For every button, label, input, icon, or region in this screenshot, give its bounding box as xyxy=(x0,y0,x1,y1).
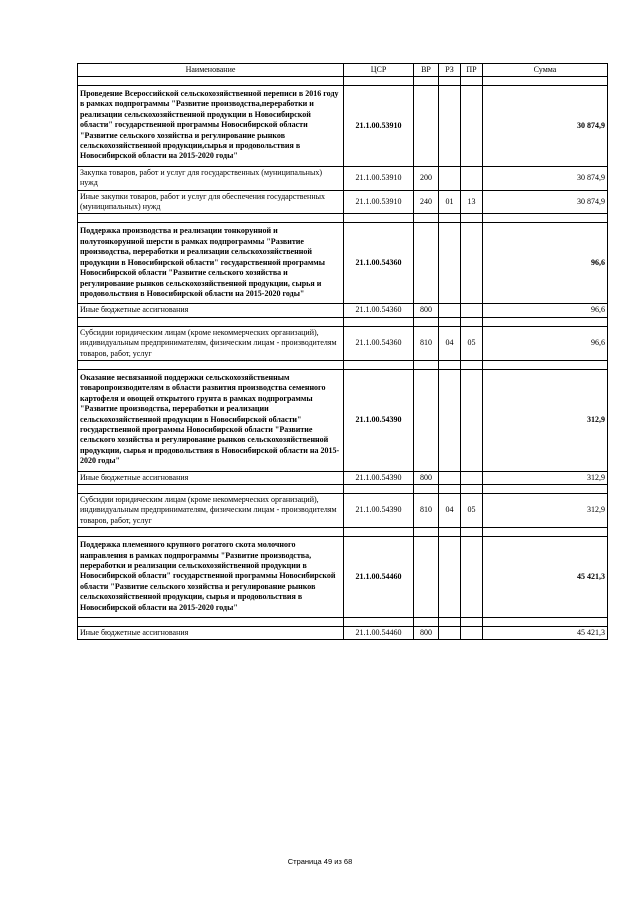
row-name: Субсидии юридическим лицам (кроме некоммерческих организаций), индивидуальным предпринимателям, физическим лицам - производителям товаров, работ, услуг xyxy=(78,326,344,360)
row-name: Иные бюджетные ассигнования xyxy=(78,304,344,317)
table-gap-row xyxy=(78,485,608,494)
table-gap-row xyxy=(78,360,608,369)
row-vr xyxy=(414,223,439,304)
row-name: Иные закупки товаров, работ и услуг для обеспечения государственных (муниципальных) нужд xyxy=(78,190,344,214)
table-row xyxy=(78,627,608,640)
row-vr: 800 xyxy=(414,304,439,317)
header-vr: ВР xyxy=(414,64,439,77)
row-rz xyxy=(439,86,461,167)
row-vr: 810 xyxy=(414,326,439,360)
row-csr: 21.1.00.54460 xyxy=(344,627,414,640)
row-pr: 05 xyxy=(461,326,483,360)
row-rz xyxy=(439,627,461,640)
table-row xyxy=(78,166,608,190)
table-gap-row xyxy=(78,214,608,223)
header-csr: ЦСР xyxy=(344,64,414,77)
row-pr xyxy=(461,627,483,640)
row-name: Поддержка племенного крупного рогатого скота молочного направления в рамках подпрограммы "Развитие производства, переработки и реализации сельскохозяйственной продукции в Новосибирской области" государственной программы Новосибирской области "Развитие сельского хозяйства и регулирование рынков сельскохозяйственной продукции, сырья и продовольствия в Новосибирской области на 2015-2020 годы" xyxy=(78,537,344,618)
row-sum: 312,9 xyxy=(483,369,608,471)
row-sum: 30 874,9 xyxy=(483,86,608,167)
row-csr: 21.1.00.53910 xyxy=(344,166,414,190)
table-gap-row xyxy=(78,77,608,86)
row-csr: 21.1.00.54390 xyxy=(344,369,414,471)
row-sum: 30 874,9 xyxy=(483,190,608,214)
row-rz: 04 xyxy=(439,494,461,528)
row-sum: 312,9 xyxy=(483,471,608,484)
table-row xyxy=(78,86,608,167)
row-csr: 21.1.00.54460 xyxy=(344,537,414,618)
row-name: Закупка товаров, работ и услуг для государственных (муниципальных) нужд xyxy=(78,166,344,190)
row-name: Иные бюджетные ассигнования xyxy=(78,627,344,640)
row-sum: 96,6 xyxy=(483,223,608,304)
row-rz xyxy=(439,166,461,190)
row-pr xyxy=(461,471,483,484)
row-pr: 13 xyxy=(461,190,483,214)
budget-table xyxy=(77,63,608,640)
row-sum: 45 421,3 xyxy=(483,537,608,618)
header-rz: РЗ xyxy=(439,64,461,77)
row-name: Поддержка производства и реализации тонкорунной и полутонкорунной шерсти в рамках подпрограммы "Развитие производства, переработки и реализации сельскохозяйственной продукции в Новосибирской области" государственной программы Новосибирской области "Развитие сельского хозяйства и регулирование рынков сельскохозяйственной продукции, сырья и продовольствия в Новосибирской области на 2015-2020 годы" xyxy=(78,223,344,304)
row-rz xyxy=(439,471,461,484)
row-vr xyxy=(414,369,439,471)
row-pr xyxy=(461,166,483,190)
row-vr: 800 xyxy=(414,627,439,640)
row-csr: 21.1.00.53910 xyxy=(344,190,414,214)
table-row xyxy=(78,326,608,360)
header-sum: Сумма xyxy=(483,64,608,77)
row-pr xyxy=(461,304,483,317)
row-sum: 45 421,3 xyxy=(483,627,608,640)
table-header-row xyxy=(78,64,608,77)
row-rz xyxy=(439,537,461,618)
row-csr: 21.1.00.54390 xyxy=(344,494,414,528)
table-row xyxy=(78,223,608,304)
table-row xyxy=(78,494,608,528)
row-sum: 30 874,9 xyxy=(483,166,608,190)
row-vr xyxy=(414,86,439,167)
row-vr: 800 xyxy=(414,471,439,484)
row-sum: 312,9 xyxy=(483,494,608,528)
row-csr: 21.1.00.53910 xyxy=(344,86,414,167)
page-number-footer: Страница 49 из 68 xyxy=(287,857,353,866)
table-row xyxy=(78,537,608,618)
row-rz xyxy=(439,223,461,304)
row-csr: 21.1.00.54360 xyxy=(344,223,414,304)
row-vr: 240 xyxy=(414,190,439,214)
row-pr xyxy=(461,86,483,167)
table-row xyxy=(78,369,608,471)
table-row xyxy=(78,190,608,214)
row-name: Субсидии юридическим лицам (кроме некоммерческих организаций), индивидуальным предпринимателям, физическим лицам - производителям товаров, работ, услуг xyxy=(78,494,344,528)
row-pr xyxy=(461,369,483,471)
row-name: Оказание несвязанной поддержки сельскохозяйственным товаропроизводителям в области развития производства семенного картофеля и овощей открытого грунта в рамках подпрограммы "Развитие производства, переработки и реализации сельскохозяйственной продукции в Новосибирской области" государственной программы Новосибирской области "Развитие сельского хозяйства и регулирование рынков сельскохозяйственной продукции, сырья и продовольствия в Новосибирской области на 2015-2020 годы" xyxy=(78,369,344,471)
row-rz: 04 xyxy=(439,326,461,360)
header-name: Наименование xyxy=(78,64,344,77)
row-csr: 21.1.00.54390 xyxy=(344,471,414,484)
row-rz: 01 xyxy=(439,190,461,214)
row-vr: 810 xyxy=(414,494,439,528)
row-sum: 96,6 xyxy=(483,326,608,360)
row-csr: 21.1.00.54360 xyxy=(344,326,414,360)
table-gap-row xyxy=(78,528,608,537)
row-rz xyxy=(439,369,461,471)
row-vr: 200 xyxy=(414,166,439,190)
row-rz xyxy=(439,304,461,317)
row-pr: 05 xyxy=(461,494,483,528)
row-pr xyxy=(461,223,483,304)
row-pr xyxy=(461,537,483,618)
table-gap-row xyxy=(78,618,608,627)
row-sum: 96,6 xyxy=(483,304,608,317)
row-name: Проведение Всероссийской сельскохозяйственной переписи в 2016 году в рамках подпрограммы "Развитие производства,переработки и реализации сельскохозяйственной продукции в Новосибирской области" государственной программы Новосибирской области "Развитие сельского хозяйства и регулирование рынков сельскохозяйственной продукции,сырья и продовольствия в Новосибирской области на 2015-2020 годы" xyxy=(78,86,344,167)
table-row xyxy=(78,471,608,484)
row-csr: 21.1.00.54360 xyxy=(344,304,414,317)
row-name: Иные бюджетные ассигнования xyxy=(78,471,344,484)
row-vr xyxy=(414,537,439,618)
header-pr: ПР xyxy=(461,64,483,77)
table-gap-row xyxy=(78,317,608,326)
table-row xyxy=(78,304,608,317)
